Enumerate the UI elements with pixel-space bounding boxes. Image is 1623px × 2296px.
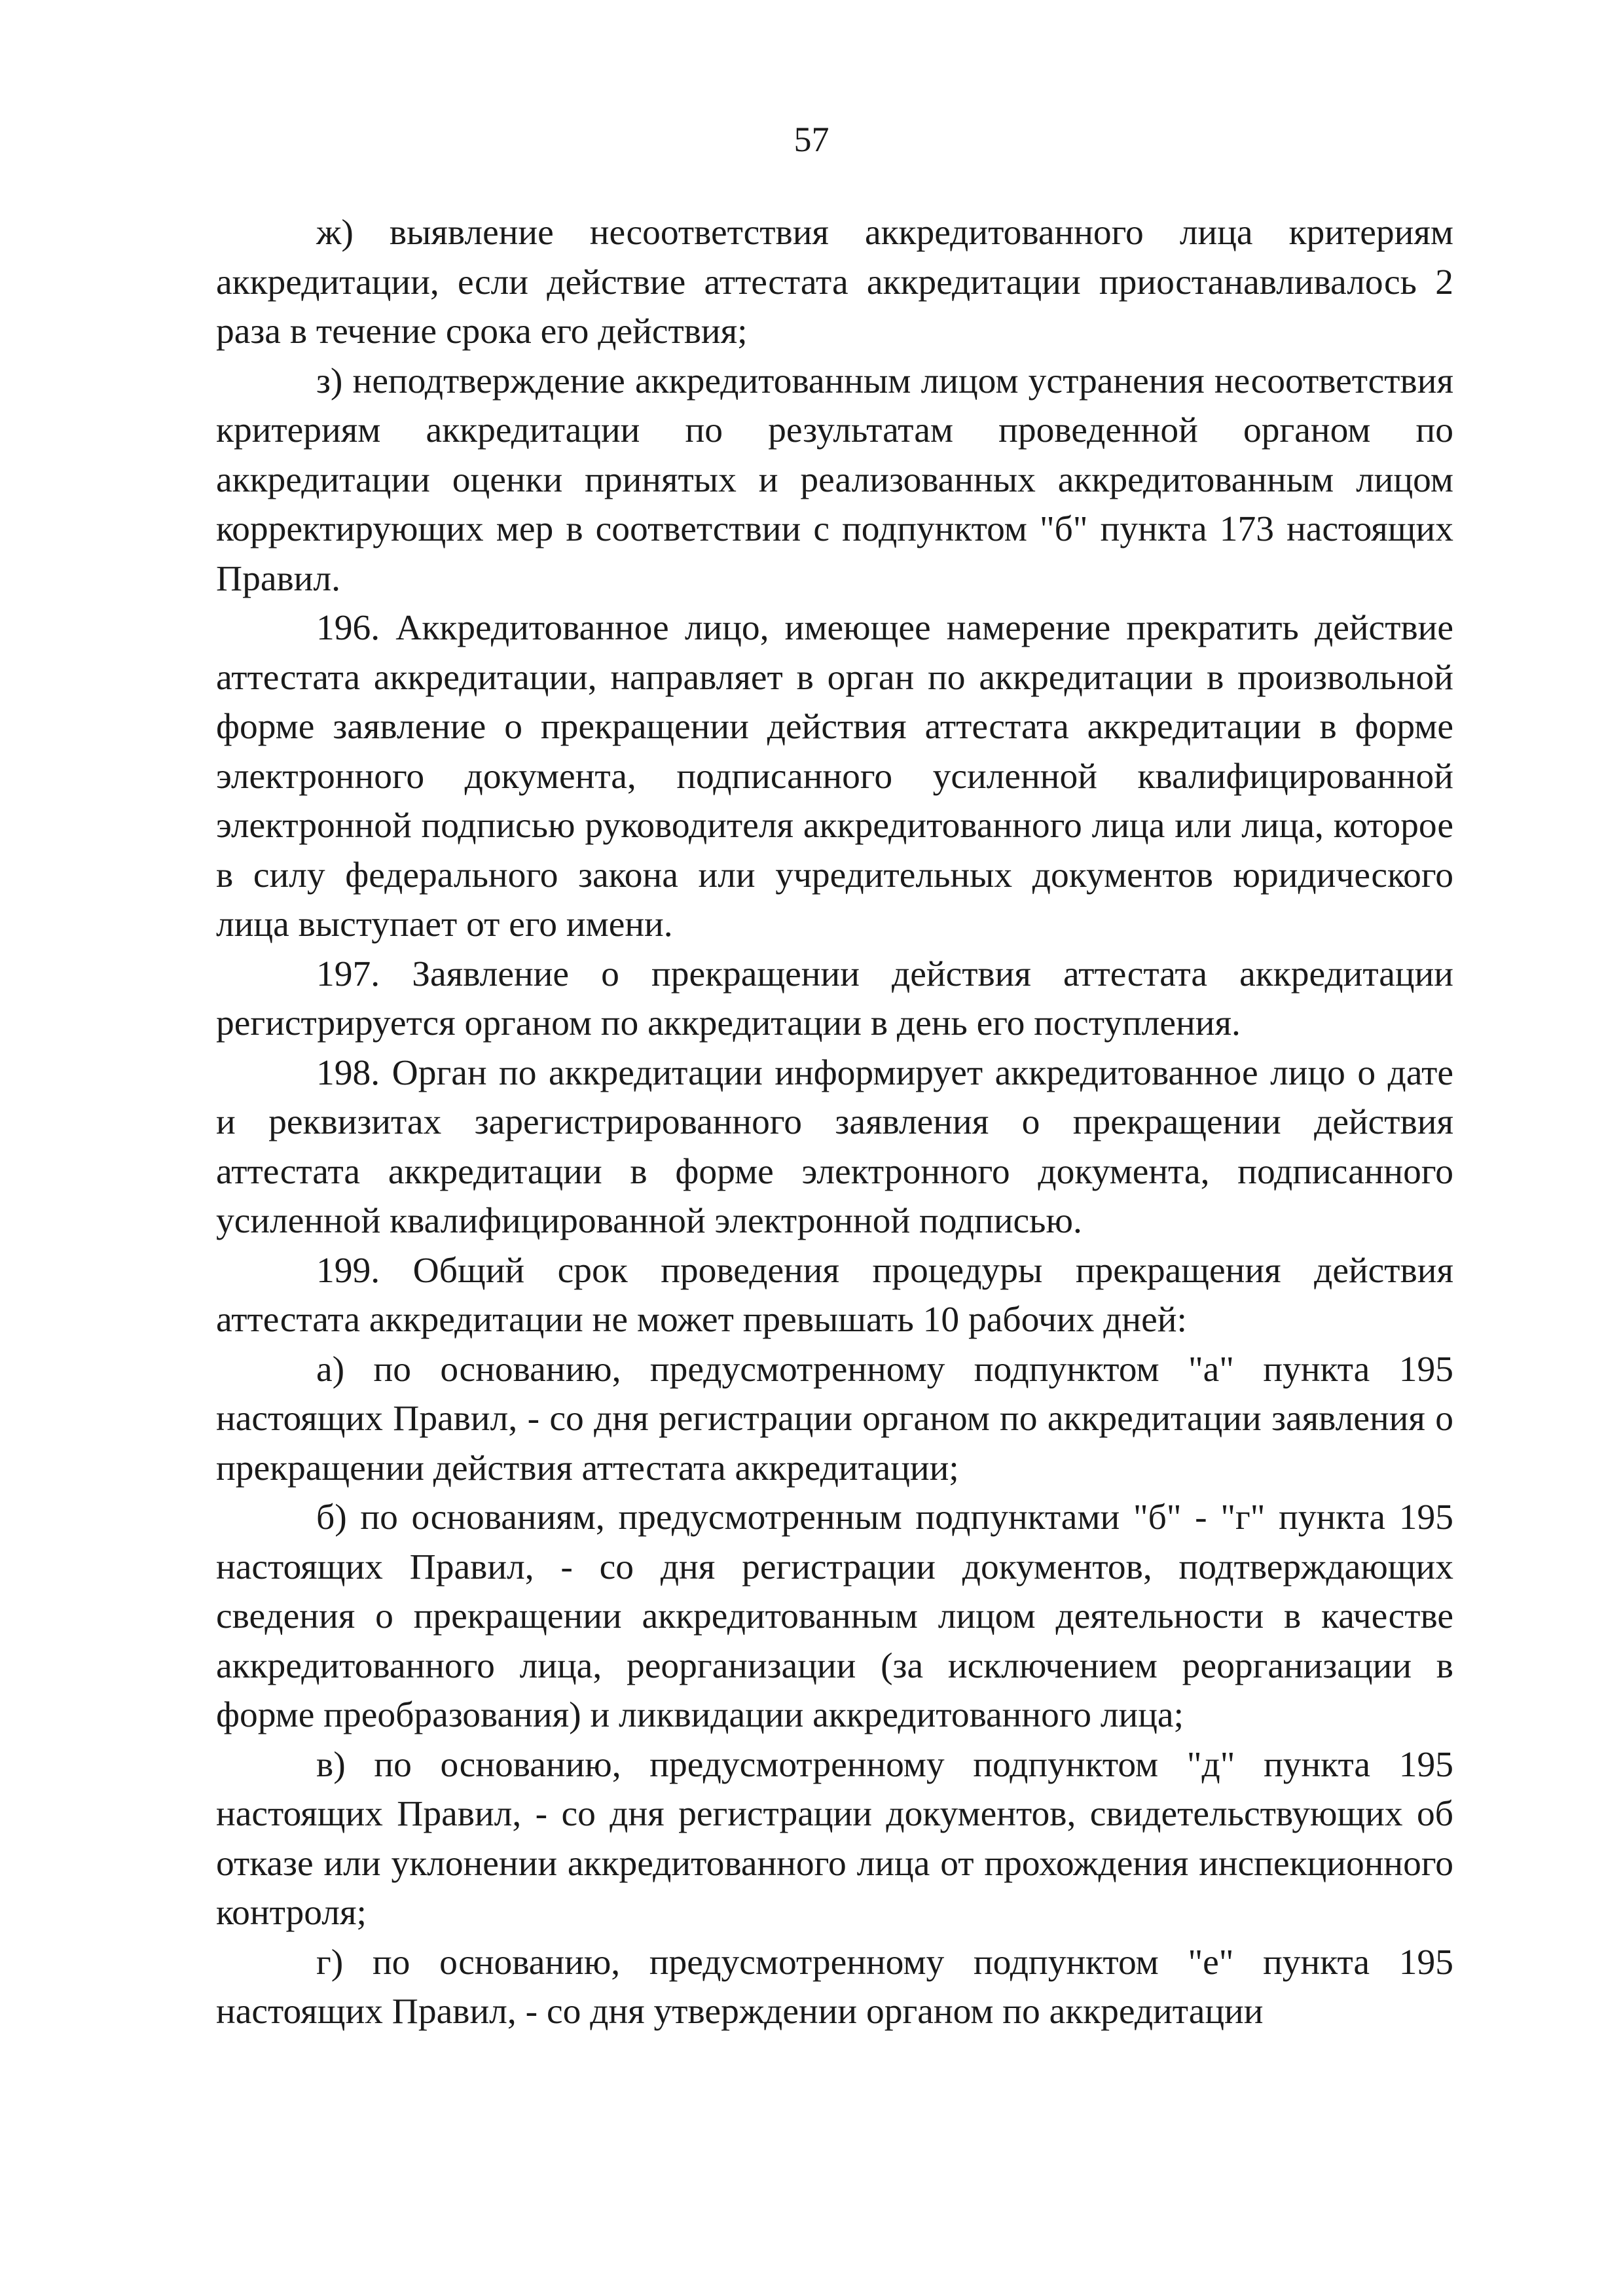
page-number: 57 — [793, 120, 830, 159]
paragraph-197: 197. Заявление о прекращении действия аттестата аккредитации регистрируется органом по аккредитации в день его поступления. — [216, 954, 1453, 1043]
paragraph-item-v: в) по основанию, предусмотренному подпунктом "д" пункта 195 настоящих Правил, - со дня регистрации документов, свидетельствующих об отказе или уклонении аккредитованного лица от прохождения инспекционного контроля; — [216, 1744, 1453, 1933]
paragraph-item-g: г) по основанию, предусмотренному подпунктом "е" пункта 195 настоящих Правил, - со дня утверждении органом по аккредитации — [216, 1942, 1453, 2032]
paragraph-item-a: а) по основанию, предусмотренному подпунктом "а" пункта 195 настоящих Правил, - со дня регистрации органом по аккредитации заявления о прекращении действия аттестата аккредитации; — [216, 1349, 1453, 1488]
paragraph-199: 199. Общий срок проведения процедуры прекращения действия аттестата аккредитации не может превышать 10 рабочих дней: — [216, 1250, 1453, 1340]
paragraph-196: 196. Аккредитованное лицо, имеющее намерение прекратить действие аттестата аккредитации, направляет в орган по аккредитации в произвольной форме заявление о прекращении действия аттестата аккредитации в форме электронного документа, подписанного усиленной квалифицированной электронной подписью руководителя аккредитованного лица или лица, которое в силу федерального закона или учредительных документов юридического лица выступает от его имени. — [216, 608, 1453, 944]
paragraph-198: 198. Орган по аккредитации информирует аккредитованное лицо о дате и реквизитах зарегистрированного заявления о прекращении действия аттестата аккредитации в форме электронного документа, подписанного усиленной квалифицированной электронной подписью. — [216, 1052, 1453, 1241]
paragraph-item-zh: ж) выявление несоответствия аккредитованного лица критериям аккредитации, если действие аттестата аккредитации приостанавливалось 2 раза в течение срока его действия; — [216, 213, 1453, 351]
paragraph-item-b: б) по основаниям, предусмотренным подпунктами "б" - "г" пункта 195 настоящих Правил, - со дня регистрации документов, подтверждающих сведения о прекращении аккредитованным лицом деятельности в качестве аккредитованного лица, реорганизации (за исключением реорганизации в форме преобразования) и ликвидации аккредитованного лица; — [216, 1498, 1453, 1735]
paragraph-item-z: з) неподтверждение аккредитованным лицом устранения несоответствия критериям аккредитации по результатам проведенной органом по аккредитации оценки принятых и реализованных аккредитованным лицом корректирующих мер в соответствии с подпунктом "б" пункта 173 настоящих Правил. — [216, 361, 1453, 599]
document-body — [216, 208, 1453, 2037]
